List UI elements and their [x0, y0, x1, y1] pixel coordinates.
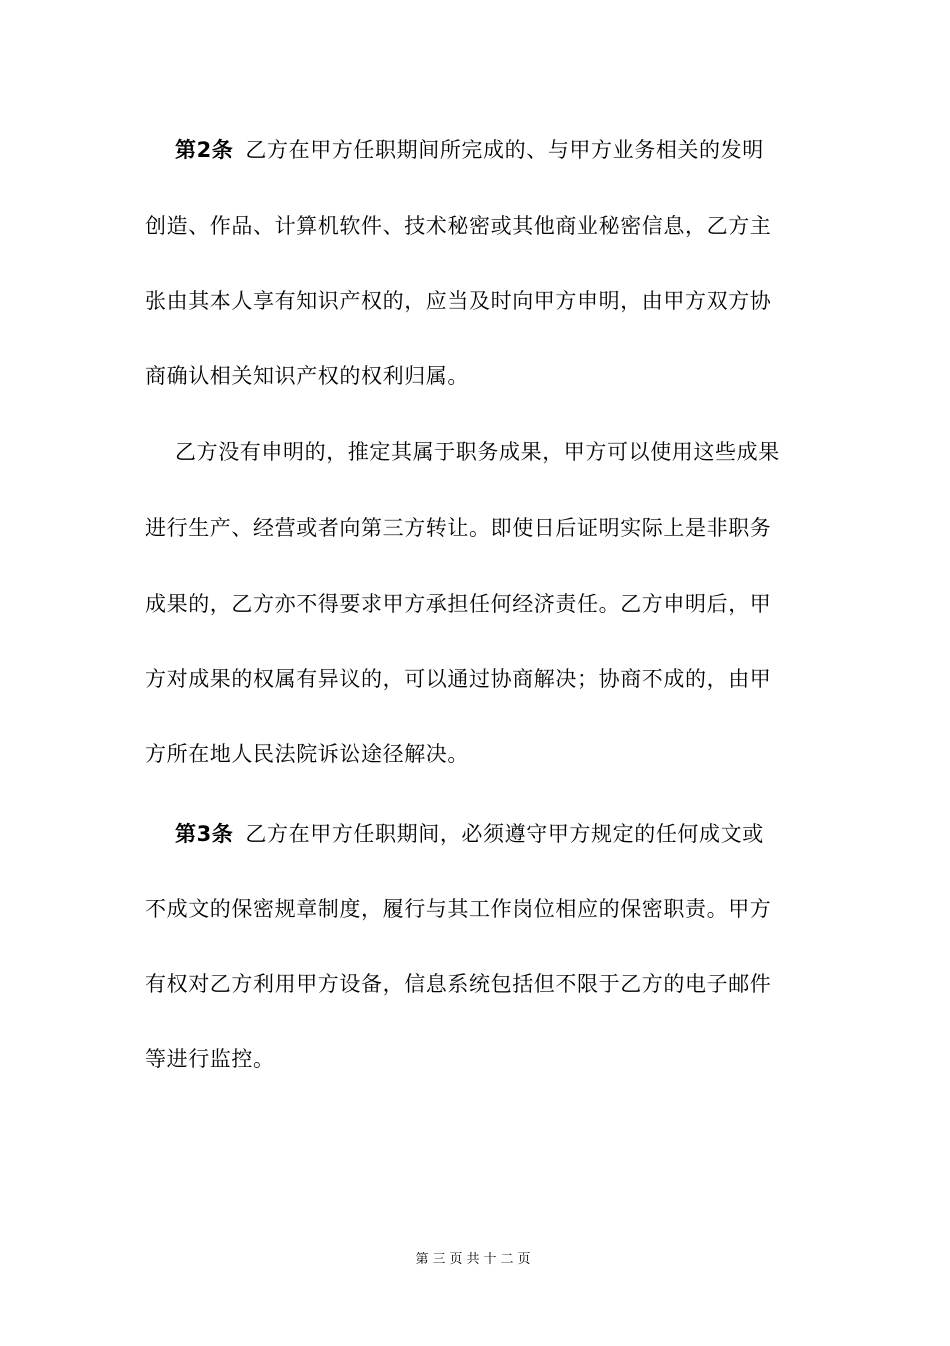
- paragraph-2-line-1: 乙方没有申明的，推定其属于职务成果，甲方可以使用这些成果: [175, 440, 780, 464]
- article-2-line-2: 创造、作品、计算机软件、技术秘密或其他商业秘密信息，乙方主: [145, 214, 772, 238]
- article-2-text: 乙方在甲方任职期间所完成的、与甲方业务相关的发明: [245, 138, 764, 162]
- paragraph-2-line-2: 进行生产、经营或者向第三方转让。即使日后证明实际上是非职务: [145, 516, 772, 540]
- article-2-line-3: 张由其本人享有知识产权的，应当及时向甲方申明，由甲方双方协: [145, 289, 772, 313]
- article-3-line-2: 不成文的保密规章制度，履行与其工作岗位相应的保密职责。甲方: [145, 897, 772, 921]
- article-3-line-4: 等进行监控。: [145, 1047, 275, 1071]
- article-2-line-4: 商确认相关知识产权的权利归属。: [145, 364, 469, 388]
- paragraph-2-line-3: 成果的，乙方亦不得要求甲方承担任何经济责任。乙方申明后，甲: [145, 592, 772, 616]
- article-3-line-3: 有权对乙方利用甲方设备，信息系统包括但不限于乙方的电子邮件: [145, 972, 772, 996]
- article-3-text: 乙方在甲方任职期间，必须遵守甲方规定的任何成文或: [245, 822, 764, 846]
- page-footer: 第三页共十二页: [415, 1252, 535, 1267]
- article-3-label: 第3条: [175, 822, 234, 846]
- paragraph-2-line-4: 方对成果的权属有异议的，可以通过协商解决；协商不成的，由甲: [145, 667, 772, 691]
- article-2-line-1: [175, 136, 855, 164]
- article-3-line-1: [175, 820, 855, 848]
- article-2-label: 第2条: [175, 138, 234, 162]
- paragraph-2-line-5: 方所在地人民法院诉讼途径解决。: [145, 742, 469, 766]
